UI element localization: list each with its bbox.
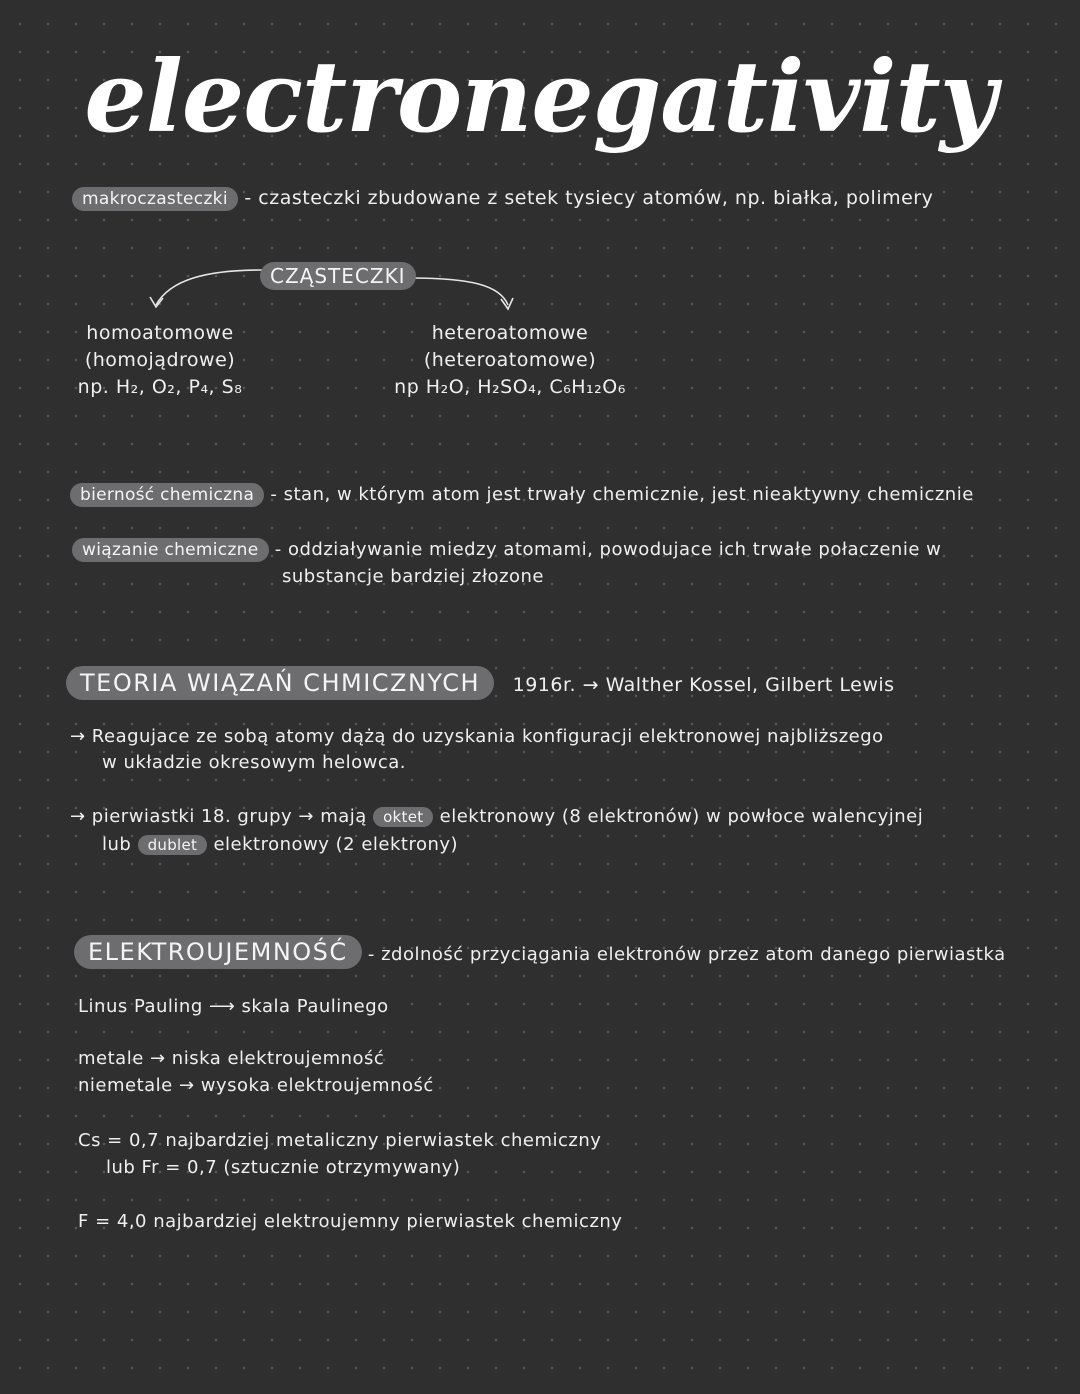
point-3-suffix: elektronowy (2 elektrony) <box>213 834 459 855</box>
teoria-point-1-cont: w układzie okresowym helowca. <box>102 752 406 773</box>
point-3-prefix: lub <box>102 834 132 855</box>
oktet-badge: oktet <box>373 807 433 827</box>
left-term: homoatomowe <box>86 322 234 344</box>
wiazanie-line <box>72 538 941 562</box>
makro-definition: - czasteczki zbudowane z setek tysiecy atomów, np. białka, polimery <box>244 187 934 209</box>
teoria-point-3 <box>102 834 458 855</box>
left-examples: np. H₂, O₂, P₄, S₈ <box>77 376 243 398</box>
biernosc-line <box>70 483 974 507</box>
teoria-heading: TEORIA WIĄZAŃ CHMICZNYCH <box>66 666 494 700</box>
right-alt: (heteroatomowe) <box>423 349 597 371</box>
metale-line: metale → niska elektroujemność <box>78 1048 385 1069</box>
diagram-right <box>380 320 640 401</box>
diagram-root <box>260 262 416 290</box>
francium-line: lub Fr = 0,7 (sztucznie otrzymywany) <box>106 1157 461 1178</box>
biernosc-term: bierność chemiczna <box>70 483 264 507</box>
arrow-left-curve <box>156 270 262 305</box>
elektro-definition: - zdolność przyciągania elektronów przez atom danego pierwiastka <box>367 944 1006 965</box>
biernosc-definition: - stan, w którym atom jest trwały chemicznie, jest nieaktywny chemicznie <box>270 484 974 505</box>
elektro-heading: ELEKTROUJEMNOŚĆ <box>74 935 362 969</box>
right-term: heteroatomowe <box>431 322 589 344</box>
wiazanie-definition-cont: substancje bardziej złozone <box>282 566 545 587</box>
elektro-header <box>74 935 1006 969</box>
wiazanie-definition: - oddziaływanie miedzy atomami, powodujace ich trwałe połaczenie w <box>274 539 942 560</box>
teoria-header <box>66 666 895 700</box>
page-title: electronegativity <box>84 40 996 155</box>
dublet-badge: dublet <box>138 835 208 855</box>
diagram-root-label: CZĄSTECZKI <box>260 262 416 290</box>
right-examples: np H₂O, H₂SO₄, C₆H₁₂O₆ <box>394 376 626 398</box>
point-2-suffix: elektronowy (8 elektronów) w powłoce walencyjnej <box>439 806 924 827</box>
diagram-left <box>60 320 260 401</box>
fluorine-line: F = 4,0 najbardziej elektroujemny pierwiastek chemiczny <box>78 1211 623 1232</box>
teoria-date: 1916r. → Walther Kossel, Gilbert Lewis <box>512 674 895 696</box>
makro-term: makroczasteczki <box>72 187 238 211</box>
pauling-line: Linus Pauling ⟶ skala Paulinego <box>78 996 389 1017</box>
teoria-point-1: → Reagujace ze sobą atomy dążą do uzyskania konfiguracji elektronowej najbliższego <box>70 726 884 747</box>
teoria-point-2 <box>70 806 923 827</box>
cesium-line: Cs = 0,7 najbardziej metaliczny pierwiastek chemiczny <box>78 1130 602 1151</box>
wiazanie-term: wiązanie chemiczne <box>72 538 269 562</box>
point-2-prefix: → pierwiastki 18. grupy → mają <box>70 806 367 827</box>
arrow-right-curve <box>410 278 508 305</box>
niemetale-line: niemetale → wysoka elektroujemność <box>78 1075 434 1096</box>
left-alt: (homojądrowe) <box>84 349 236 371</box>
